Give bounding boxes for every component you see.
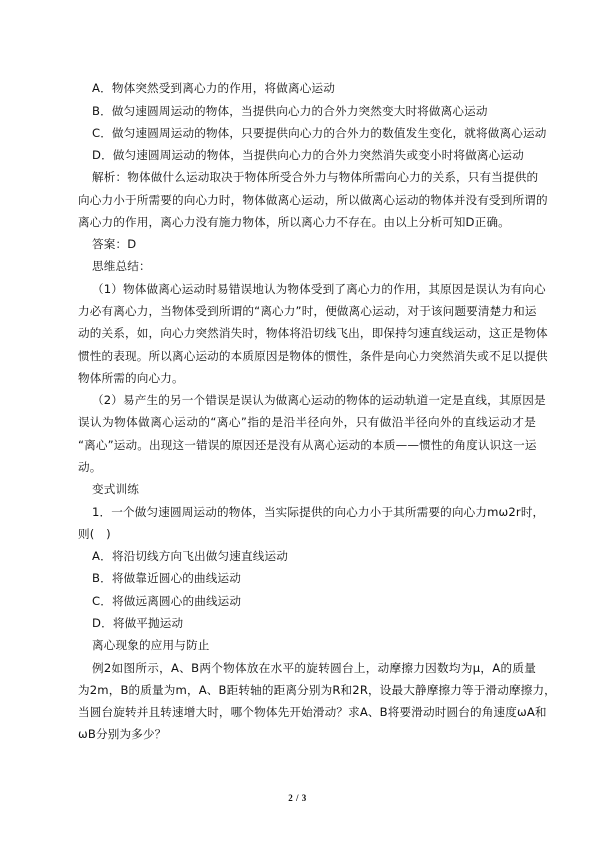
summary-line: 物体所需的向心力。: [78, 371, 184, 385]
summary-line: 动的关系，如，向心力突然消失时，物体将沿切线飞出，即保持匀速直线运动，这正是物体: [78, 326, 548, 340]
summary-line: “离心”运动。出现这一错误的原因还是没有从离心运动的本质——惯性的角度认识这一运: [78, 438, 537, 452]
analysis-line: 离心力的作用，离心力没有施力物体，所以离心力不存在。由以上分析可知D正确。: [78, 215, 510, 229]
summary-line: 力必有离心力，当物体受到所谓的“离心力”时，便做离心运动，对于该问题要清楚力和运: [78, 304, 537, 318]
exercise-heading: 变式训练: [92, 482, 139, 496]
example-line: 当圆台旋转并且转速增大时，哪个物体先开始滑动？求A、B将要滑动时圆台的角速度ωA和: [78, 705, 547, 719]
example-line: ωB分别为多少？: [78, 727, 167, 741]
option-b: B．做匀速圆周运动的物体，当提供向心力的合外力突然变大时将做离心运动: [92, 104, 488, 118]
summary-line: （1）物体做离心运动时易错误地认为物体受到了离心力的作用，其原因是误认为有向心: [92, 282, 546, 296]
summary-heading: 思维总结：: [92, 259, 151, 273]
answer: 答案：D: [92, 237, 137, 251]
summary-line: 误认为物体做离心运动的“离心”指的是沿半径向外，只有做沿半径向外的直线运动才是: [78, 415, 536, 429]
question-line: 1．一个做匀速圆周运动的物体，当实际提供的向心力小于其所需要的向心力mω2r时，: [92, 505, 545, 519]
choice-a: A．将沿切线方向飞出做匀速直线运动: [92, 549, 288, 563]
option-d: D．做匀速圆周运动的物体，当提供向心力的合外力突然消失或变小时将做离心运动: [92, 148, 524, 162]
choice-b: B．将做靠近圆心的曲线运动: [92, 571, 242, 585]
analysis-line: 解析：物体做什么运动取决于物体所受合外力与物体所需向心力的关系，只有当提供的: [92, 170, 539, 184]
summary-line: 惯性的表现。所以离心运动的本质原因是物体的惯性，条件是向心力突然消失或不足以提供: [78, 349, 548, 363]
example-line: 为2m，B的质量为m，A、B距转轴的距离分别为R和2R，设最大静摩擦力等于滑动摩擦力，: [78, 683, 556, 697]
option-a: A．物体突然受到离心力的作用，将做离心运动: [92, 81, 335, 95]
choice-d: D．将做平抛运动: [92, 616, 184, 630]
question-line: 则( ): [78, 527, 111, 541]
option-c: C．做匀速圆周运动的物体，只要提供向心力的合外力的数值发生变化，就将做离心运动: [92, 126, 547, 140]
summary-line: 动。: [78, 460, 102, 474]
summary-line: （2）易产生的另一个错误是误认为做离心运动的物体的运动轨道一定是直线，其原因是: [92, 393, 546, 407]
section-heading: 离心现象的应用与防止: [92, 638, 210, 652]
page-number: 2 / 3: [288, 793, 307, 803]
analysis-line: 向心力小于所需要的向心力时，物体做离心运动，所以做离心运动的物体并没有受到所谓的: [78, 193, 548, 207]
choice-c: C．将做远离圆心的曲线运动: [92, 594, 242, 608]
example-line: 例2如图所示，A、B两个物体放在水平的旋转圆台上，动摩擦力因数均为μ，A的质量: [92, 661, 536, 675]
